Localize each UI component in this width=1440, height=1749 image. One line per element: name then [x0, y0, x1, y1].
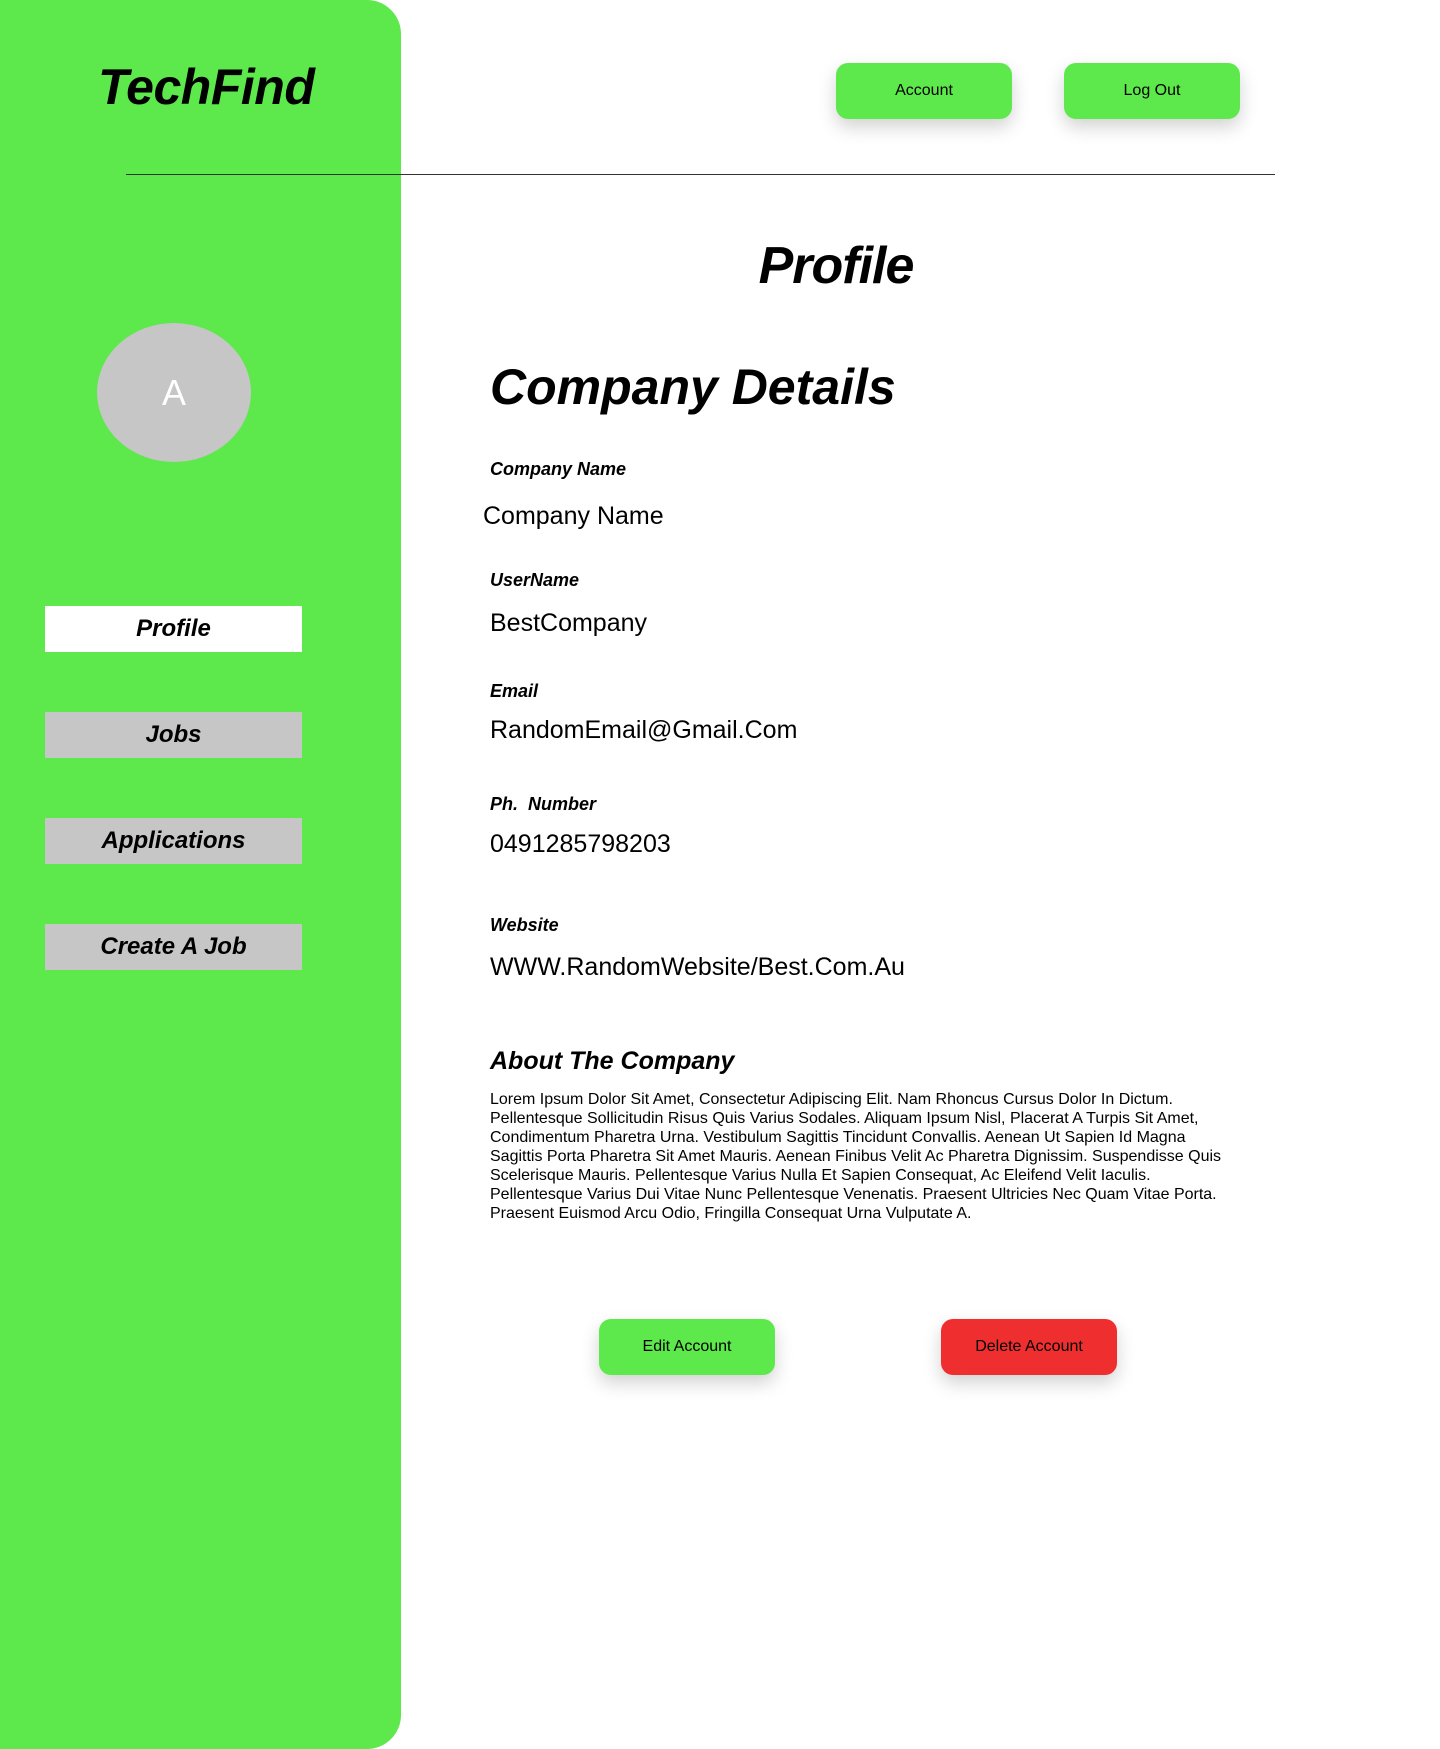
sidebar	[0, 0, 401, 1749]
email-value: RandomEmail@Gmail.Com	[490, 716, 798, 744]
section-title: Company Details	[490, 359, 896, 415]
sidebar-item-label: Profile	[136, 615, 211, 642]
edit-account-button[interactable]: Edit Account	[599, 1319, 775, 1375]
brand-logo[interactable]: TechFind	[98, 59, 315, 115]
about-title: About The Company	[490, 1047, 735, 1075]
avatar-initial: A	[161, 371, 186, 413]
delete-account-button[interactable]: Delete Account	[941, 1319, 1117, 1375]
company-name-label: Company Name	[490, 459, 627, 479]
page-title: Profile	[758, 237, 914, 295]
about-text: Lorem Ipsum Dolor Sit Amet, Consectetur Adipiscing Elit. Nam Rhoncus Cursus Dolor In Dictum. Pellentesque Sollicitudin Risus Quis Varius Sodales. Aliquam Ipsum Nisl, Placerat A Turpis Sit Amet, Condimentum Pharetra Urna. Vestibulum Sagittis Tincidunt Convallis. Aenean Ut Sapien Id Magna Sagittis Porta Pharetra Sit Amet Mauris. Aenean Finibus Velit Ac Pharetra Dignissim. Suspendisse Quis Scelerisque Mauris. Pellentesque Varius Nulla Et Sapien Consequat, Ac Eleifend Velit Iaculis. Pellentesque Varius Dui Vitae Nunc Pellentesque Venenatis. Praesent Ultricies Nec Quam Vitae Porta. Praesent Euismod Arcu Odio, Fringilla Consequat Urna Vulputate A.	[490, 1091, 1222, 1222]
website-value: WWW.RandomWebsite/Best.Com.Au	[490, 953, 905, 981]
logout-button[interactable]: Log Out	[1064, 63, 1240, 119]
username-label: UserName	[490, 570, 580, 590]
account-button[interactable]: Account	[836, 63, 1012, 119]
company-name-value: Company Name	[483, 502, 664, 530]
sidebar-item-label: Create A Job	[100, 933, 247, 960]
header-divider	[126, 174, 1275, 175]
website-label: Website	[490, 915, 559, 935]
phone-value: 0491285798203	[490, 830, 671, 858]
sidebar-item-applications[interactable]	[45, 818, 302, 864]
sidebar-item-label: Applications	[101, 827, 246, 854]
email-label: Email	[490, 681, 539, 701]
sidebar-item-jobs[interactable]	[45, 712, 302, 758]
sidebar-item-label: Jobs	[145, 721, 202, 748]
avatar[interactable]	[97, 323, 251, 462]
phone-label: Ph. Number	[490, 794, 597, 814]
username-value: BestCompany	[490, 609, 648, 637]
sidebar-item-profile[interactable]	[45, 606, 302, 652]
sidebar-item-create-a-job[interactable]	[45, 924, 302, 970]
